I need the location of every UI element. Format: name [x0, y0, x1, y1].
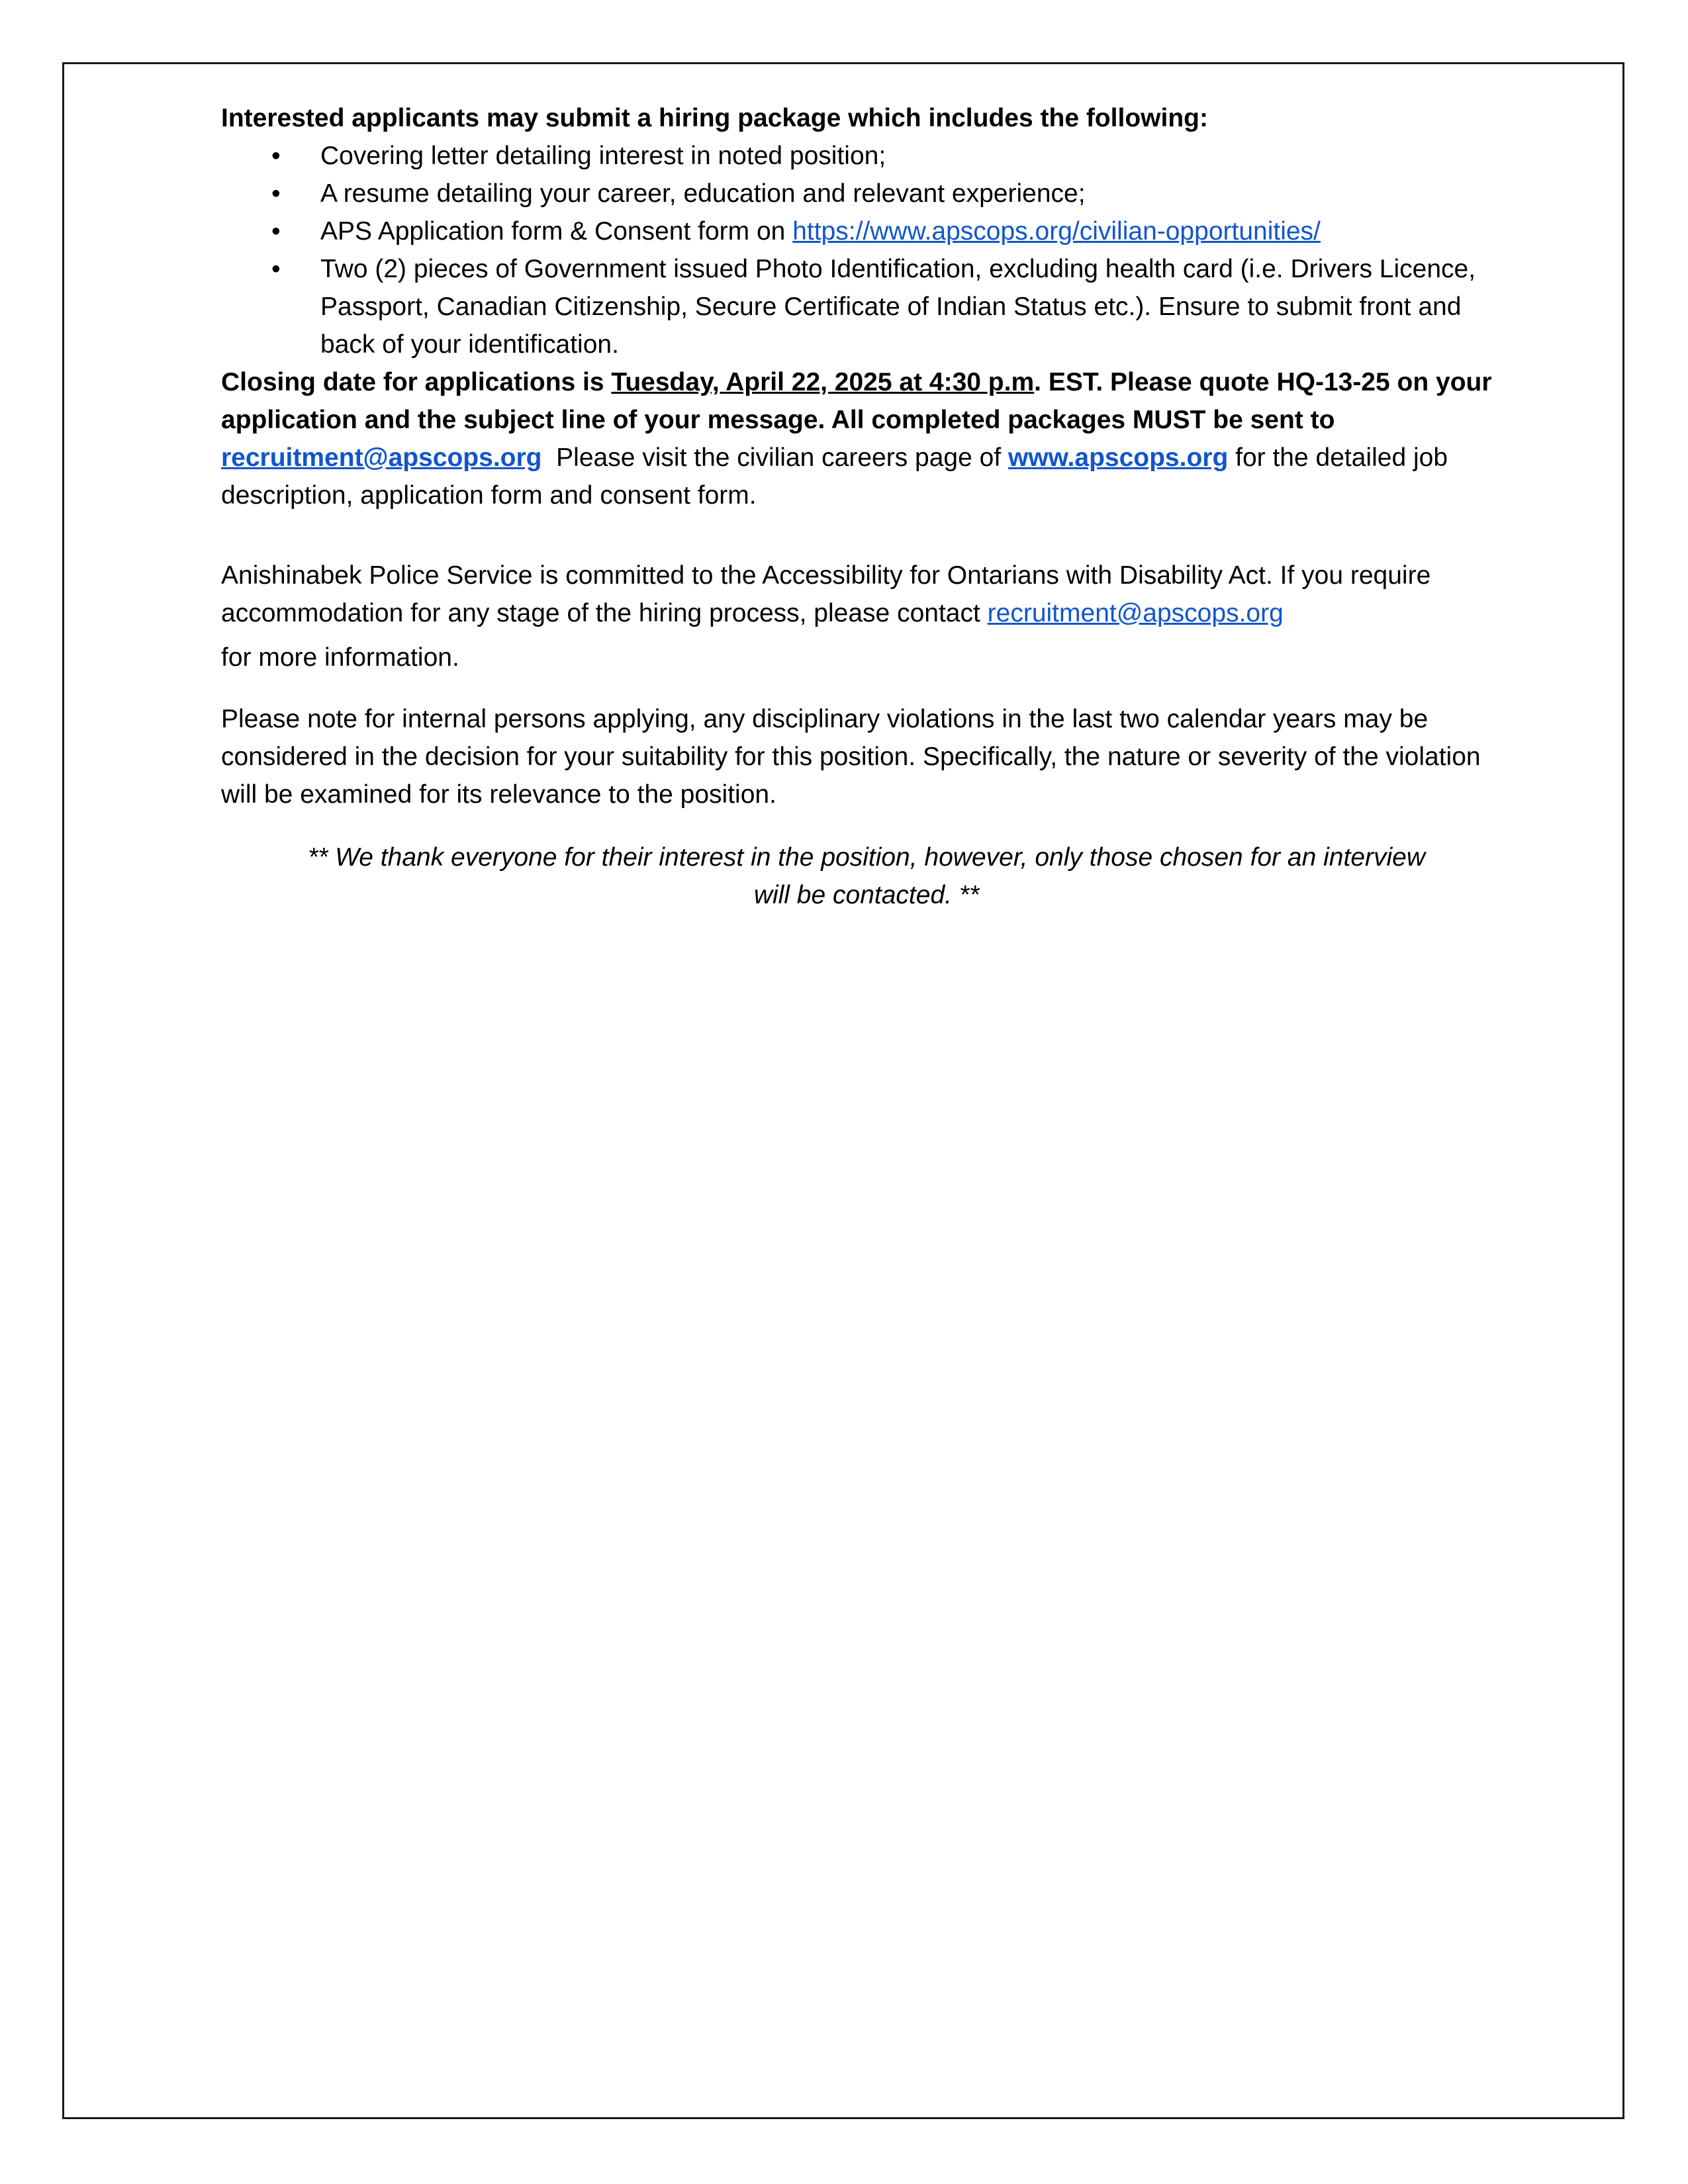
closing-lead: Closing date for applications is [221, 368, 612, 396]
list-item [221, 175, 1519, 212]
more-info-text: for more information. [221, 643, 459, 672]
bullet-icon: • [271, 255, 281, 283]
website-link[interactable]: www.apscops.org [1008, 443, 1229, 472]
list-item-text: A resume detailing your career, education and relevant experience; [320, 179, 1086, 208]
visit-text-end: for the detailed job description, application form and consent form. [221, 443, 1448, 510]
list-item [221, 137, 1519, 175]
list-item-text: Two (2) pieces of Government issued Photo Identification, excluding health card (i.e. Drivers Licence, Passport, Canadian Citizenship, Secure Certificate of Indian Status etc.). Ensure to submit front and back of your identification. [320, 255, 1476, 359]
list-item [221, 212, 1519, 250]
accommodation-email-link[interactable]: recruitment@apscops.org [987, 599, 1284, 627]
internal-note: Please note for internal persons applying, any disciplinary violations in the last two calendar years may be considered in the decision for your suitability for this position. Specifically, the nature or severity of the violation will be examined for its relevance to the position. [221, 705, 1481, 809]
thanks-note [221, 839, 1519, 914]
bullet-icon: • [271, 217, 281, 246]
closing-paragraph [221, 363, 1519, 514]
accessibility-text: Anishinabek Police Service is committed to the Accessibility for Ontarians with Disability Act. If you require accommodation for any stage of the hiring process, please contact [221, 561, 1431, 627]
list-item-text: Covering letter detailing interest in noted position; [320, 142, 886, 170]
thanks-line-2: will be contacted. ** [753, 881, 980, 909]
closing-instructions: . EST. Please quote HQ-13-25 on your application and the subject line of your message. All completed packages MUST be sent to [221, 368, 1492, 434]
application-form-link[interactable]: https://www.apscops.org/civilian-opportunities/ [792, 217, 1321, 246]
package-heading: Interested applicants may submit a hiring package which includes the following: [221, 104, 1208, 132]
thanks-line-1: ** We thank everyone for their interest in the position, however, only those chosen for an interview [307, 843, 1426, 872]
visit-text: Please visit the civilian careers page of [541, 443, 1008, 472]
requirements-list [221, 137, 1519, 363]
bullet-icon: • [271, 142, 281, 170]
recruitment-email-link[interactable]: recruitment@apscops.org [221, 443, 542, 472]
closing-date: Tuesday, April 22, 2025 at 4:30 p.m [611, 368, 1035, 396]
list-item-text: APS Application form & Consent form on [320, 217, 793, 246]
bullet-icon: • [271, 179, 281, 208]
accessibility-paragraph [221, 557, 1519, 676]
document-body [221, 99, 1519, 914]
list-item [221, 250, 1519, 363]
